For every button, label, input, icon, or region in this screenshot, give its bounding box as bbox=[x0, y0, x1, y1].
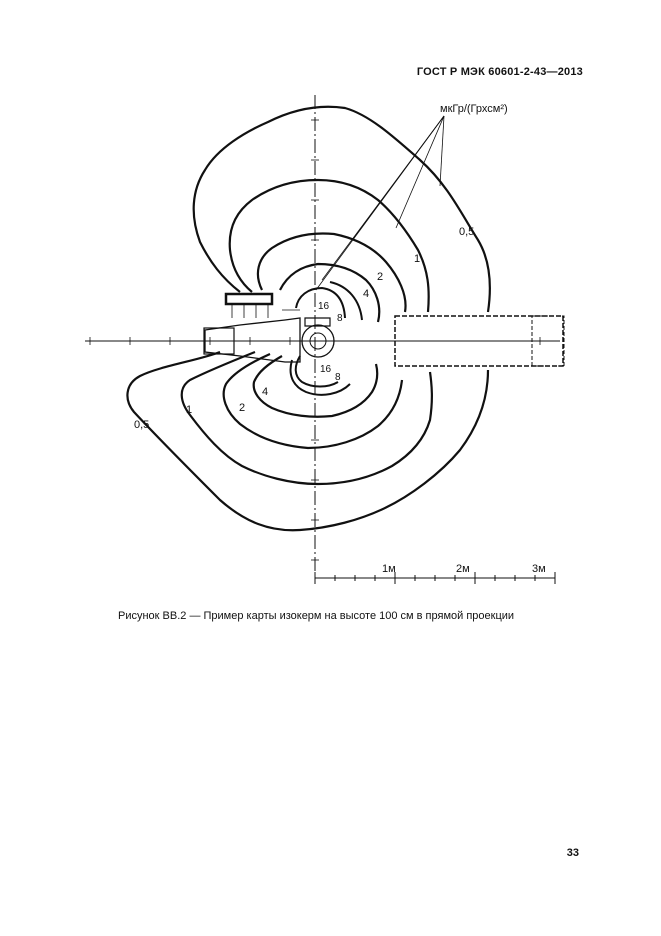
label-lower-16: 16 bbox=[320, 364, 332, 375]
contour-lower-16 bbox=[296, 356, 338, 387]
monitor-stand bbox=[226, 294, 272, 304]
unit-label: мкГр/(Грхсм²) bbox=[440, 103, 508, 115]
standard-header: ГОСТ Р МЭК 60601-2-43—2013 bbox=[416, 66, 583, 78]
contour-upper-8 bbox=[330, 282, 362, 320]
label-lower-2: 2 bbox=[239, 402, 246, 414]
scale-label-3m: 3м bbox=[532, 563, 546, 575]
c-arm-body bbox=[205, 318, 300, 362]
scale-bar bbox=[315, 572, 555, 584]
label-upper-1: 1 bbox=[414, 253, 421, 265]
label-lower-0-5: 0,5 bbox=[134, 419, 150, 431]
page-number: 33 bbox=[566, 847, 579, 859]
label-upper-8: 8 bbox=[337, 313, 343, 324]
scale-label-1m: 1м bbox=[382, 563, 396, 575]
label-lower-8: 8 bbox=[335, 372, 341, 383]
scale-label-2m: 2м bbox=[456, 563, 470, 575]
label-upper-0-5: 0,5 bbox=[459, 226, 475, 238]
label-lower-4: 4 bbox=[262, 386, 269, 398]
contour-upper-2 bbox=[258, 234, 406, 312]
label-lower-1: 1 bbox=[186, 404, 193, 416]
contour-upper-1 bbox=[230, 180, 429, 312]
contour-upper-0-5 bbox=[194, 107, 490, 312]
contour-lower-0-5 bbox=[127, 352, 488, 530]
label-upper-16: 16 bbox=[318, 301, 330, 312]
contour-lower-2 bbox=[224, 354, 402, 448]
label-upper-2: 2 bbox=[377, 271, 384, 283]
contour-lower-1 bbox=[182, 352, 432, 484]
figure-caption: Рисунок ВВ.2 — Пример карты изокерм на высоте 100 см в прямой проекции bbox=[118, 610, 515, 622]
label-upper-4: 4 bbox=[363, 288, 370, 300]
